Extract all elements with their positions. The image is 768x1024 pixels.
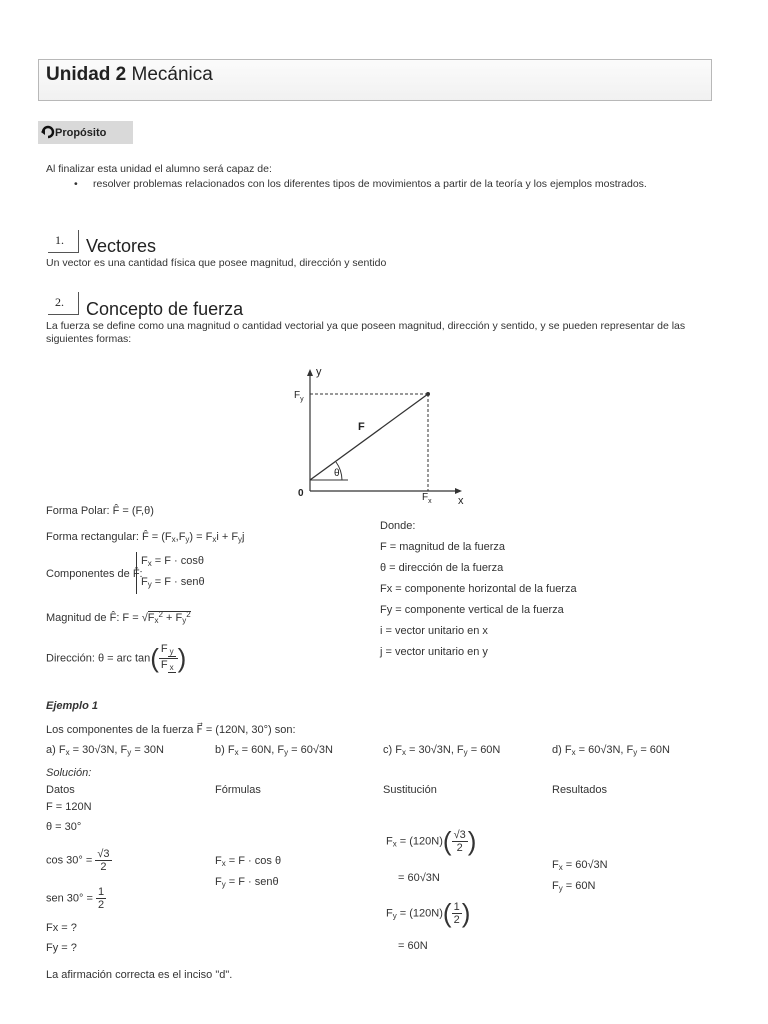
results-list: $F_x = 60√3N$ $F_y = 60N$ xyxy=(552,859,608,893)
rect-form: Forma rectangular: F̂ = $(F_x,F_y) = F_xi + F_yj$ xyxy=(46,531,245,544)
solution-label: Solución: xyxy=(46,767,92,779)
angle-label: θ xyxy=(334,468,340,479)
data-angle: θ = 30° xyxy=(46,821,82,833)
conclusion: La afirmación correcta es el inciso "d". xyxy=(46,969,233,981)
components-label: Componentes de F̂: xyxy=(46,568,143,580)
fx-label: $F_x$ xyxy=(422,492,432,505)
header-data: Datos xyxy=(46,784,75,796)
formulas-list: $F_x = F \cdot \cos \theta$ $F_y = F \cdot sen\theta$ xyxy=(215,855,282,889)
sub-fy: $F_y = (120N)$( $\frac{1}{2}$ ) xyxy=(386,898,471,928)
force-label: F xyxy=(358,421,365,433)
force-vector xyxy=(310,394,428,480)
option-a: a) $F_x = 30√3N$, $F_y = 30N$ xyxy=(46,744,164,757)
option-b: b) $F_x = 60N$, $F_y = 60√3N$ xyxy=(215,744,333,757)
where-item: θ = dirección de la fuerza xyxy=(380,562,504,574)
section2-text: La fuerza se define como una magnitud o cantidad vectorial ya que poseen magnitud, dirección y sentido, y se pueden representar de las siguientes formas: xyxy=(46,320,686,345)
where-item: F = magnitud de la fuerza xyxy=(380,541,506,553)
sub-fx-result: = 60√3N xyxy=(398,872,440,884)
fy-label: $F_y$ xyxy=(294,390,304,403)
where-item: Fy = componente vertical de la fuerza xyxy=(380,604,564,616)
origin-label: 0 xyxy=(298,488,304,499)
example-question: Los componentes de la fuerza F⃗ = (120N, 30°) son: xyxy=(46,724,296,736)
bullet-icon: • xyxy=(74,178,78,190)
cos30: cos 30° = $\frac{√3}{2}$ xyxy=(46,848,110,873)
header-substitution: Sustitución xyxy=(383,784,437,796)
where-item: i = vector unitario en x xyxy=(380,625,488,637)
header-results: Resultados xyxy=(552,784,608,796)
where-title: Donde: xyxy=(380,520,416,532)
sub-fx: $F_x = (120N)$( $\frac{√3}{2}$ ) xyxy=(386,826,477,856)
where-item: j = vector unitario en y xyxy=(380,646,488,658)
x-axis-label: x xyxy=(458,495,464,506)
components-system: $F_x = F \cdot \cos\theta$ $F_y = F \cdot sen\theta$ xyxy=(136,552,205,594)
polar-form: Forma Polar: F̂ = (F,θ) xyxy=(46,505,154,517)
data-fy: Fy = ? xyxy=(46,942,77,954)
force-vector-diagram xyxy=(290,366,480,506)
option-d: d) $F_x = 60√3N$, $F_y = 60N$ xyxy=(552,744,670,757)
where-item: Fx = componente horizontal de la fuerza xyxy=(380,583,577,595)
example-title: Ejemplo 1 xyxy=(46,700,98,712)
option-c: c) $F_x = 30√3N$, $F_y = 60N$ xyxy=(383,744,501,757)
y-axis-label: y xyxy=(316,366,322,378)
section2-number: 2. xyxy=(55,295,64,309)
data-fx: Fx = ? xyxy=(46,922,77,934)
sub-fy-result: = 60N xyxy=(398,940,428,952)
magnitude-formula: Magnitud de F̂: $F = √F_x^2 + F_y^2$ xyxy=(46,610,191,625)
section1-text: Un vector es una cantidad física que posee magnitud, dirección y sentido xyxy=(46,257,387,269)
section1-number: 1. xyxy=(55,233,64,247)
unit-title: Unidad 2 Mecánica xyxy=(46,64,213,85)
section2-title: Concepto de fuerza xyxy=(86,299,244,319)
purpose-intro: Al finalizar esta unidad el alumno será capaz de: xyxy=(46,163,272,175)
data-force: F = 120N xyxy=(46,801,92,813)
sen30: sen 30° = $\frac{1}{2}$ xyxy=(46,886,105,911)
purpose-label: Propósito xyxy=(55,127,107,139)
header-formulas: Fórmulas xyxy=(215,784,261,796)
arrow-circle-icon xyxy=(40,124,56,140)
direction-formula: Dirección: θ = arc tan( $\frac{F _y}{F _x}$ ) xyxy=(46,643,187,673)
purpose-bullet: resolver problemas relacionados con los diferentes tipos de movimientos a partir de la teoría y los ejemplos mostrados. xyxy=(93,178,647,190)
section1-title: Vectores xyxy=(86,236,157,256)
